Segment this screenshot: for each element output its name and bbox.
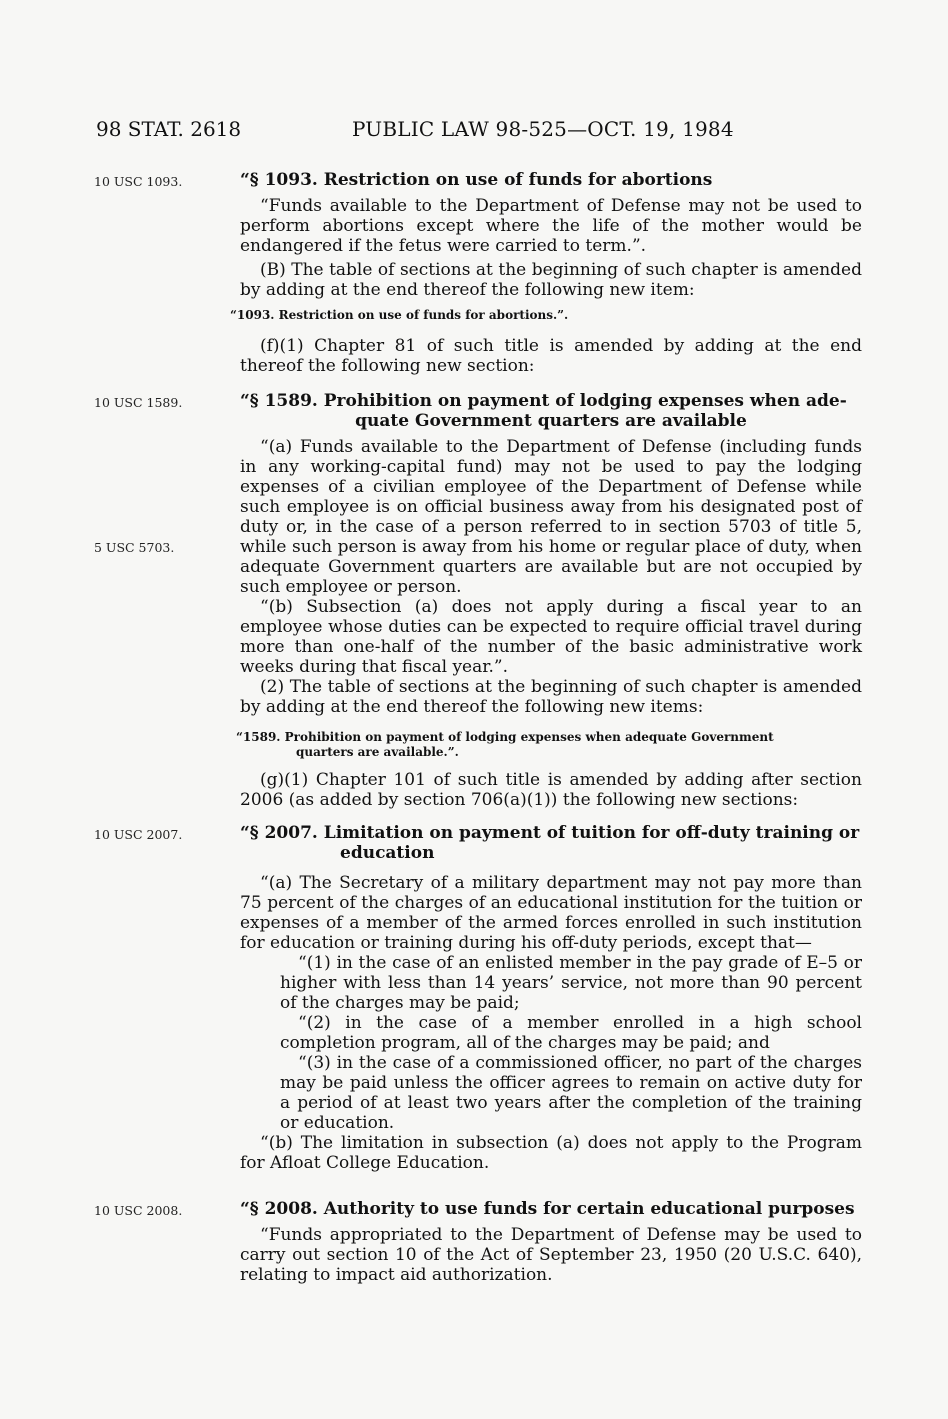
section-1589-heading [240,391,862,431]
section-2007-heading-line1: “§ 2007. Limitation on payment of tuition for off-duty training or [240,823,860,843]
section-2008-text: “Funds appropriated to the Department of Defense may be used to carry out section 10 of the Act of September 23, 1950 (20 U.S.C. 640), relating to impact aid authorization. [240,1225,862,1285]
section-1589-para-b: “(b) Subsection (a) does not apply during a fiscal year to an employee whose duties can be expected to require official travel during more than one-half of the number of the basic administrative work weeks during that fiscal year.”. [240,597,862,677]
section-2007-para-a: “(a) The Secretary of a military department may not pay more than 75 percent of the charges of an educational institution for the tuition or expenses of a member of the armed forces enrolled in such institution for education or training during his off-duty periods, except that— [240,873,862,953]
section-2007-item-2: “(2) in the case of a member enrolled in a high school completion program, all of the charges may be paid; and [280,1013,862,1053]
f1-amendment [240,336,862,376]
stat-page-number: 98 STAT. 2618 [96,117,242,141]
table-item-1589-line1: “1589. Prohibition on payment of lodging expenses when adequate Government [236,730,774,744]
section-2007-body [240,873,862,1173]
section-2007-item-1: “(1) in the case of an enlisted member in the pay grade of E–5 or higher with less than 14 years’ service, not more than 90 percent of the charges may be paid; [280,953,862,1013]
section-1093-heading: “§ 1093. Restriction on use of funds for abortions [240,170,713,190]
page-header [96,117,876,147]
margin-note-2007: 10 USC 2007. [94,827,183,842]
section-1589-heading-line1: “§ 1589. Prohibition on payment of lodging expenses when ade- [240,391,847,411]
section-2007-para-b: “(b) The limitation in subsection (a) does not apply to the Program for Afloat College Education. [240,1133,862,1173]
margin-note-1589: 10 USC 1589. [94,395,183,410]
table-item-1589 [236,730,858,760]
section-1589-body [240,437,862,717]
f1-text: (f)(1) Chapter 81 of such title is amended by adding at the end thereof the following new section: [240,336,862,376]
margin-note-2008: 10 USC 2008. [94,1203,183,1218]
section-1093-body [240,196,862,300]
section-2008-heading: “§ 2008. Authority to use funds for certain educational purposes [240,1199,855,1219]
margin-note-1093: 10 USC 1093. [94,174,183,189]
section-1093-text: “Funds available to the Department of Defense may not be used to perform abortions except where the life of the mother would be endangered if the fetus were carried to term.”. [240,196,862,256]
table-amend-1093: (B) The table of sections at the beginning of such chapter is amended by adding at the end thereof the following new item: [240,260,862,300]
section-1589-para-a: “(a) Funds available to the Department of Defense (including funds in any working-capital fund) may not be used to pay the lodging expenses of a civilian employee of the Department of Defense while such employee is on official business away from his designated post of duty or, in the case of a person referred to in section 5703 of title 5, while such person is away from his home or regular place of duty, when adequate Government quarters are available but are not occupied by such employee or person. [240,437,862,597]
section-2008-body [240,1225,862,1285]
section-2007-heading [240,823,862,863]
table-item-1093: “1093. Restriction on use of funds for abortions.”. [230,308,569,322]
margin-note-5703: 5 USC 5703. [94,540,175,555]
public-law-title: PUBLIC LAW 98-525—OCT. 19, 1984 [352,117,734,141]
g1-amendment [240,770,862,810]
g1-text: (g)(1) Chapter 101 of such title is amended by adding after section 2006 (as added by section 706(a)(1)) the following new sections: [240,770,862,810]
table-item-1589-line2: quarters are available.”. [296,745,459,759]
section-2007-item-3: “(3) in the case of a commissioned officer, no part of the charges may be paid unless the officer agrees to remain on active duty for a period of at least two years after the completion of the training or education. [280,1053,862,1133]
section-2007-heading-line2: education [340,843,435,863]
table-amend-1589: (2) The table of sections at the beginning of such chapter is amended by adding at the end thereof the following new items: [240,677,862,717]
section-1589-heading-line2: quate Government quarters are available [355,411,747,431]
